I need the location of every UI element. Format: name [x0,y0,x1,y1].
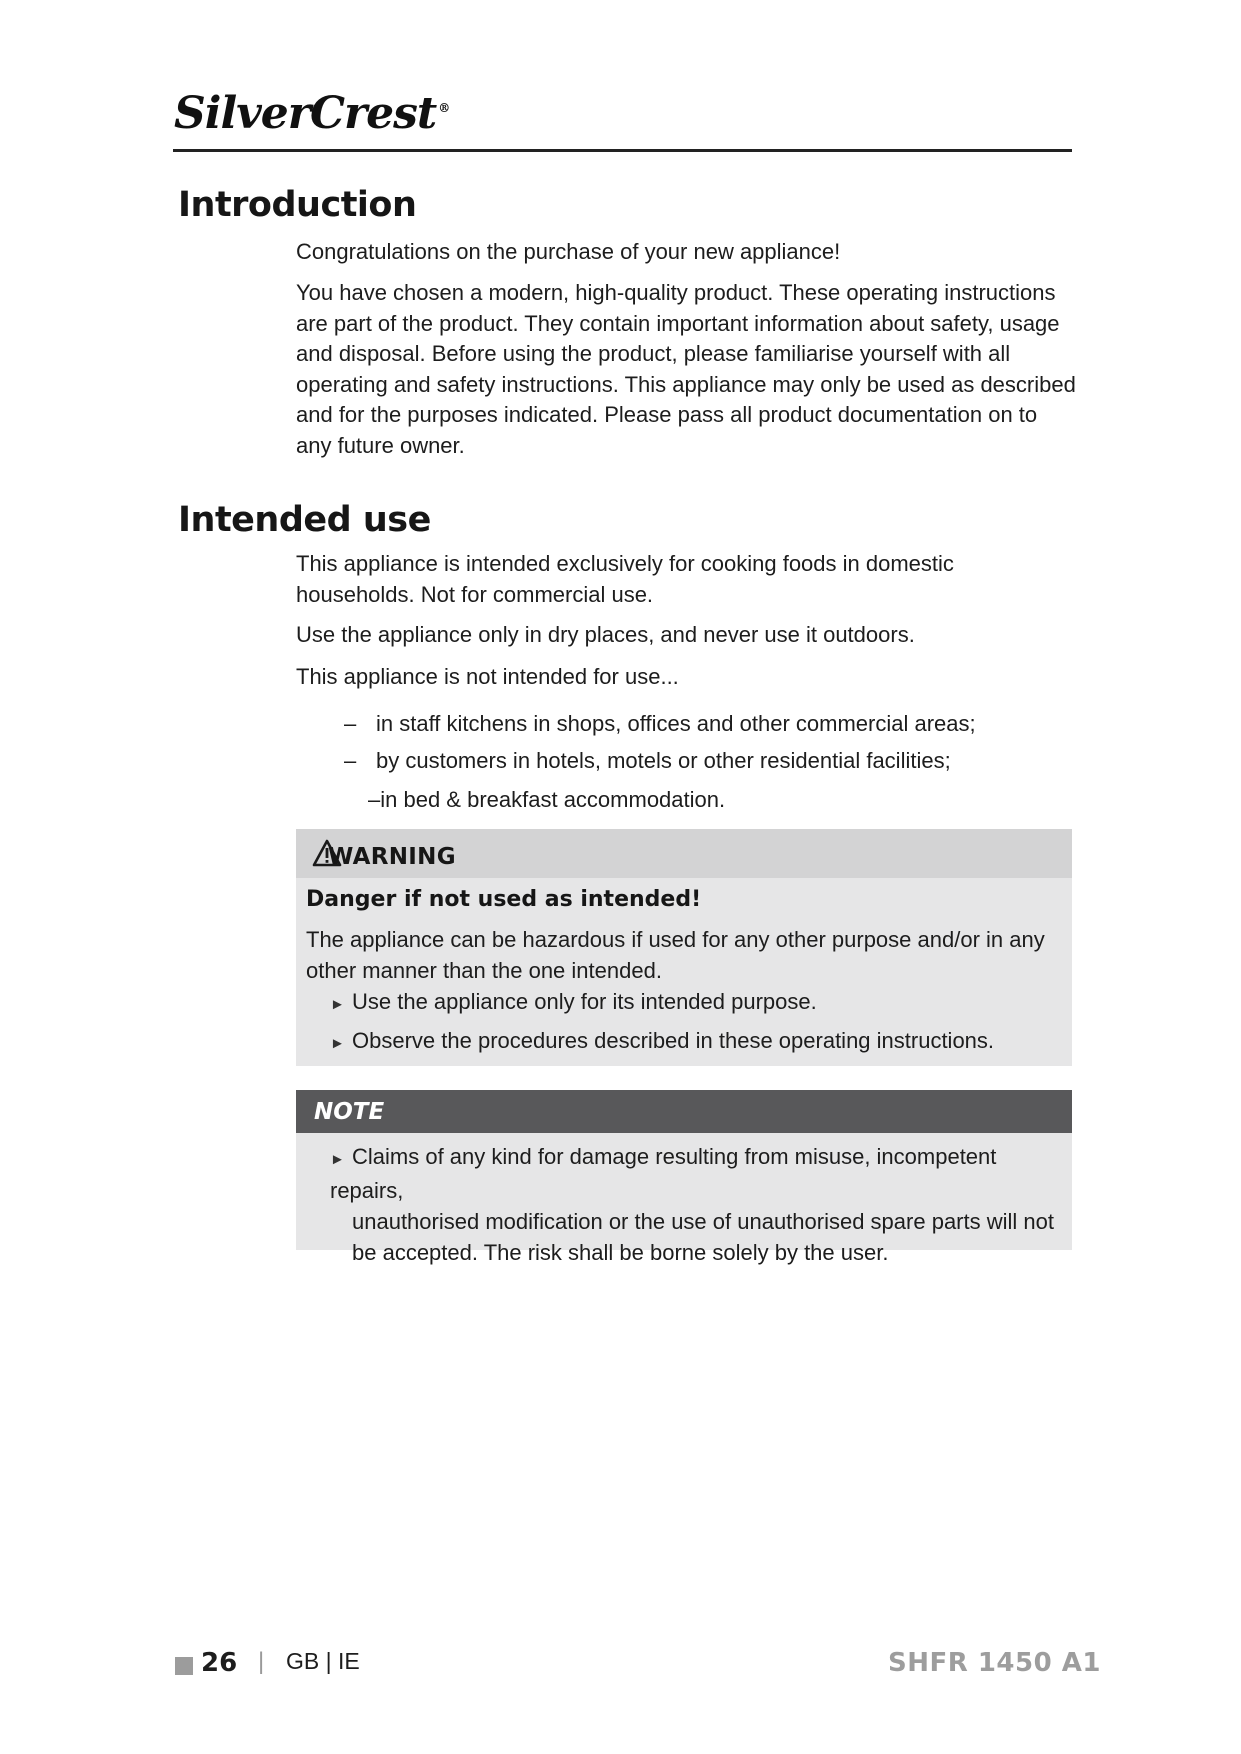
warning-box [296,829,1072,1066]
list-item [344,746,951,776]
introduction-paragraph-1: Congratulations on the purchase of your new appliance! [296,239,841,264]
intended-use-heading: Intended use [178,500,431,540]
list-item-text: by customers in hotels, motels or other residential facilities; [376,748,951,773]
note-text-continued: unauthorised modification or the use of unauthorised spare parts will not be accepted. The risk shall be borne solely by the user. [352,1209,1054,1265]
footer-separator: | [258,1648,265,1675]
registered-mark: ® [438,101,450,116]
list-dash: – [344,748,357,773]
bullet-arrow-icon: ► [330,996,345,1013]
warning-title: WARNING [328,844,456,870]
list-item [368,785,725,815]
note-text [330,1141,1070,1268]
warning-bullet [330,1028,994,1054]
footer-countries: GB | IE [286,1648,360,1674]
footer-model: SHFR 1450 A1 [888,1648,1101,1678]
introduction-heading: Introduction [178,185,417,225]
warning-subtitle: Danger if not used as intended! [306,887,702,912]
list-dash: – [344,711,357,736]
bullet-arrow-icon: ► [330,1151,345,1168]
intended-use-paragraph-1: This appliance is intended exclusively for cooking foods in domestic households. Not for commercial use. [296,551,954,607]
warning-bullet-text: Use the appliance only for its intended purpose. [352,989,817,1014]
note-box [296,1090,1072,1265]
warning-bullet [330,989,817,1015]
bullet-arrow-icon: ► [330,1035,345,1052]
brand-logo [174,88,449,139]
note-header [296,1090,1072,1133]
brand-name: SilverCrest [174,88,437,139]
warning-bullet-text: Observe the procedures described in these operating instructions. [352,1028,995,1053]
note-title: NOTE [314,1099,385,1125]
intended-use-paragraph-2: Use the appliance only in dry places, and never use it outdoors. [296,622,915,647]
note-text-line-1: Claims of any kind for damage resulting from misuse, incompetent repairs, [330,1144,997,1203]
footer-marker [175,1657,193,1675]
intended-use-paragraph-3: This appliance is not intended for use... [296,664,679,689]
list-item-text: in staff kitchens in shops, offices and other commercial areas; [376,711,976,736]
warning-header [296,829,1072,878]
warning-text: The appliance can be hazardous if used for any other purpose and/or in any other manner than the one intended. [306,927,1045,983]
introduction-paragraph-2: You have chosen a modern, high-quality product. These operating instructions are part of the product. They contain important information about safety, usage and disposal. Before using the product, please familiarise yourself with all operating and safety instructions. This appliance may only be used as described and for the purposes indicated. Please pass all product documentation on to any future owner. [296,280,1076,458]
page-number: 26 [201,1648,238,1678]
list-item-text: in bed & breakfast accommodation. [380,787,726,812]
list-item [344,709,976,739]
header-rule [173,149,1072,152]
list-dash: – [368,787,381,812]
